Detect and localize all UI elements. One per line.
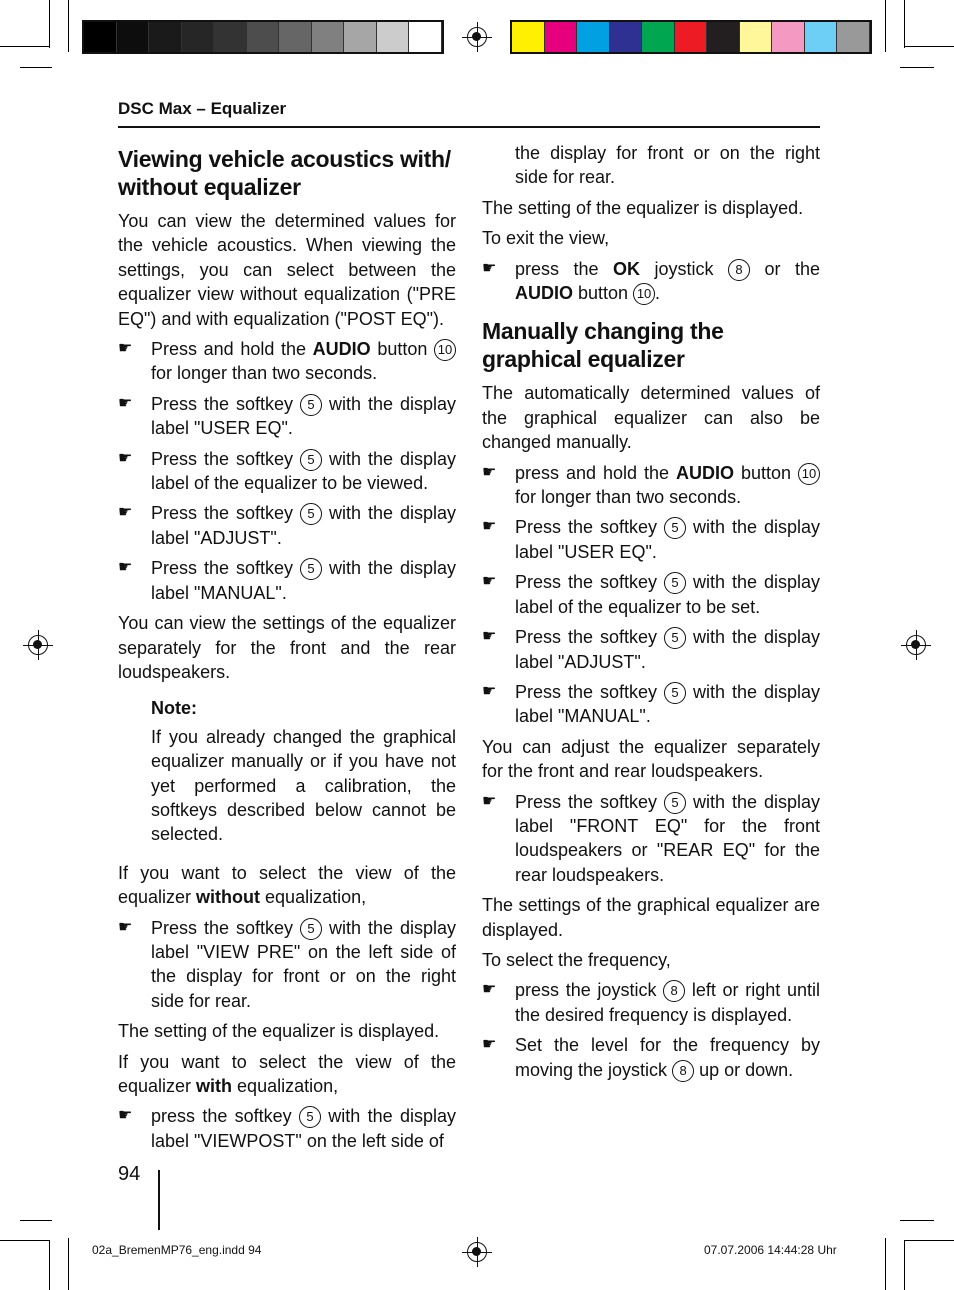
color-swatch	[182, 22, 215, 52]
pointing-hand-icon: ☛	[482, 573, 497, 591]
step-text: or the	[750, 258, 820, 279]
step-text: Press the softkey	[151, 558, 300, 579]
crop-mark	[0, 46, 50, 47]
step-text: button	[734, 462, 799, 483]
color-swatch	[247, 22, 280, 52]
header-rule	[118, 126, 820, 128]
color-swatch	[84, 22, 117, 52]
crop-mark	[49, 1240, 50, 1290]
step-text: Press the softkey	[515, 791, 664, 812]
registration-target-icon	[467, 1242, 487, 1262]
callout-number: 10	[633, 283, 655, 305]
crop-mark	[904, 0, 905, 48]
color-swatch	[149, 22, 182, 52]
crop-mark	[20, 67, 52, 68]
pointing-hand-icon: ☛	[482, 682, 497, 700]
grayscale-calibration-bar	[82, 20, 444, 54]
step-text: with the display label "USER EQ".	[515, 517, 820, 562]
footer-filename: 02a_BremenMP76_eng.indd 94	[92, 1243, 262, 1257]
registration-target-icon	[467, 27, 487, 47]
callout-number: 10	[434, 339, 456, 361]
color-swatch	[577, 22, 610, 52]
callout-number: 5	[664, 792, 686, 814]
crop-mark	[904, 1240, 954, 1241]
step-text: Press the softkey	[515, 517, 664, 538]
color-swatch	[117, 22, 150, 52]
list-item	[118, 337, 456, 386]
pointing-hand-icon: ☛	[118, 449, 133, 467]
step-text: press the	[515, 258, 614, 279]
step-text: with the display label "FRONT EQ" for the front loudspeakers or "REAR EQ" for the rear loudspeakers.	[515, 791, 820, 885]
page-number-rule	[158, 1170, 160, 1230]
pointing-hand-icon: ☛	[118, 1107, 133, 1125]
note-title: Note:	[151, 698, 197, 719]
callout-number: 5	[300, 918, 322, 940]
text: If you want to select the view of the equalizer	[118, 862, 456, 908]
callout-number: 5	[299, 1106, 321, 1128]
pointing-hand-icon: ☛	[482, 518, 497, 536]
pointing-hand-icon: ☛	[482, 628, 497, 646]
callout-number: 5	[300, 394, 322, 416]
color-swatch	[377, 22, 410, 52]
pointing-hand-icon: ☛	[482, 1036, 497, 1054]
list-item	[118, 447, 456, 496]
footer-timestamp: 07.07.2006 14:44:28 Uhr	[704, 1243, 837, 1257]
pointing-hand-icon: ☛	[118, 559, 133, 577]
callout-number: 8	[663, 980, 685, 1002]
crop-mark	[49, 0, 50, 48]
note-box	[151, 696, 456, 846]
step-text: left or right until the desired frequency is displayed.	[515, 980, 820, 1025]
color-swatch	[772, 22, 805, 52]
list-item	[482, 790, 820, 888]
pointing-hand-icon: ☛	[118, 340, 133, 358]
paragraph: To select the frequency,	[482, 949, 671, 970]
paragraph	[118, 1050, 456, 1099]
paragraph: You can adjust the equalizer separately for the front and rear loudspeakers.	[482, 736, 820, 782]
continued-text: the display for front or on the right side for rear.	[515, 143, 820, 188]
color-swatch	[675, 22, 708, 52]
paragraph: You can view the determined values for the vehicle acoustics. When viewing the settings, you can select between the equalizer view without equalization ("PRE EQ") and with equalization ("POST EQ").	[118, 211, 456, 329]
step-text: up or down.	[694, 1059, 794, 1080]
left-column	[118, 141, 456, 1159]
color-swatch	[610, 22, 643, 52]
crop-mark	[0, 1240, 50, 1241]
key-label: OK	[613, 258, 641, 279]
step-text: with the display label "ADJUST".	[151, 503, 456, 548]
running-header: DSC Max – Equalizer	[118, 99, 287, 118]
crop-mark	[20, 1220, 52, 1221]
crop-mark	[900, 1220, 934, 1221]
step-text: with the display label "VIEWPOST" on the left side of	[151, 1106, 456, 1151]
emphasis: with	[196, 1076, 233, 1096]
color-swatch	[214, 22, 247, 52]
paragraph: The setting of the equalizer is displayed.	[118, 1021, 440, 1042]
step-text: Press the softkey	[515, 627, 664, 648]
color-swatch	[279, 22, 312, 52]
color-swatch	[545, 22, 578, 52]
crop-mark	[885, 0, 886, 52]
registration-target-icon	[28, 635, 48, 655]
callout-number: 5	[300, 503, 322, 525]
crop-mark	[900, 67, 934, 68]
emphasis: without	[196, 887, 261, 908]
paragraph: The setting of the equalizer is displayed.	[482, 197, 804, 218]
registration-target-icon	[906, 635, 926, 655]
text: equalization,	[260, 887, 367, 908]
step-text: joystick	[640, 258, 728, 279]
step-text: with the display label "VIEW PRE" on the left side of the display for front or on the right side for rear.	[151, 917, 456, 1011]
step-text: .	[655, 283, 661, 304]
callout-number: 10	[798, 463, 820, 485]
crop-mark	[904, 1240, 905, 1290]
callout-number: 5	[664, 627, 686, 649]
list-item	[118, 556, 456, 605]
step-text: Press and hold the	[151, 339, 313, 360]
text: If you want to select the view of the equalizer	[118, 1051, 456, 1096]
callout-number: 5	[664, 517, 686, 539]
list-item	[482, 625, 820, 674]
callout-number: 5	[664, 682, 686, 704]
step-text: with the display label "MANUAL".	[151, 558, 456, 603]
step-text: with the display label "MANUAL".	[515, 681, 820, 727]
list-item	[118, 916, 456, 1014]
callout-number: 8	[672, 1060, 694, 1082]
list-item	[118, 501, 456, 550]
step-text: press the softkey	[151, 1106, 299, 1127]
paragraph: To exit the view,	[482, 228, 610, 249]
list-item	[482, 461, 820, 510]
note-text: If you already changed the graphical equalizer manually or if you have not yet performed a calibration, the softkeys described below cannot be selected.	[151, 726, 456, 845]
color-swatch	[837, 22, 870, 52]
step-text: press the joystick	[515, 980, 664, 1001]
section-heading: Manually changing the graphical equalizer	[482, 318, 724, 373]
crop-mark	[904, 46, 954, 47]
key-label: AUDIO	[312, 339, 371, 360]
callout-number: 5	[300, 558, 322, 580]
step-text: with the display label "ADJUST".	[515, 627, 820, 672]
step-text: with the display label of the equalizer to be viewed.	[151, 448, 456, 494]
color-swatch	[707, 22, 740, 52]
step-text: with the display label "USER EQ".	[151, 393, 456, 439]
list-item	[482, 257, 820, 306]
callout-number: 8	[728, 259, 750, 281]
step-text: press and hold the	[515, 462, 677, 483]
list-item	[482, 978, 820, 1027]
step-text: Press the softkey	[515, 572, 664, 593]
key-label: AUDIO	[515, 283, 573, 304]
list-item	[482, 1033, 820, 1082]
list-item	[118, 1104, 456, 1153]
step-text: Press the softkey	[151, 393, 300, 414]
color-calibration-bar	[510, 20, 872, 54]
text: equalization,	[232, 1076, 339, 1096]
color-swatch	[312, 22, 345, 52]
right-column	[482, 141, 820, 1088]
list-item	[482, 680, 820, 729]
step-text: with the display label of the equalizer to be set.	[515, 572, 820, 617]
crop-mark	[68, 0, 69, 52]
step-text: button	[370, 339, 434, 360]
callout-number: 5	[300, 449, 322, 471]
callout-number: 5	[664, 572, 686, 594]
step-text: button	[573, 283, 634, 304]
paragraph	[118, 861, 456, 910]
crop-mark	[885, 1238, 886, 1290]
pointing-hand-icon: ☛	[118, 918, 133, 936]
pointing-hand-icon: ☛	[482, 259, 497, 277]
step-text: Press the softkey	[151, 448, 300, 469]
color-swatch	[512, 22, 545, 52]
color-swatch	[344, 22, 377, 52]
pointing-hand-icon: ☛	[482, 792, 497, 810]
paragraph: The settings of the graphical equalizer are displayed.	[482, 895, 820, 940]
paragraph: You can view the settings of the equalizer separately for the front and the rear loudspeakers.	[118, 613, 456, 682]
step-text: Press the softkey	[515, 681, 664, 702]
crop-mark	[68, 1238, 69, 1290]
page-number: 94	[118, 1163, 141, 1185]
step-text: for longer than two seconds.	[515, 487, 742, 508]
color-swatch	[805, 22, 838, 52]
color-swatch	[642, 22, 675, 52]
step-text: Press the softkey	[151, 917, 300, 938]
pointing-hand-icon: ☛	[118, 504, 133, 522]
pointing-hand-icon: ☛	[482, 463, 497, 481]
step-text: Set the level for the frequency by moving the joystick	[515, 1035, 820, 1080]
paragraph: The automatically determined values of the graphical equalizer can also be changed manually.	[482, 383, 820, 453]
step-text: for longer than two seconds.	[151, 363, 378, 384]
list-item	[482, 570, 820, 619]
section-heading: Viewing vehicle acoustics with/ without equalizer	[118, 146, 451, 200]
key-label: AUDIO	[676, 462, 735, 483]
color-swatch	[740, 22, 773, 52]
list-item	[118, 392, 456, 441]
list-item	[482, 515, 820, 564]
pointing-hand-icon: ☛	[118, 394, 133, 412]
step-text: Press the softkey	[151, 503, 300, 524]
pointing-hand-icon: ☛	[482, 981, 497, 999]
color-swatch	[409, 22, 442, 52]
